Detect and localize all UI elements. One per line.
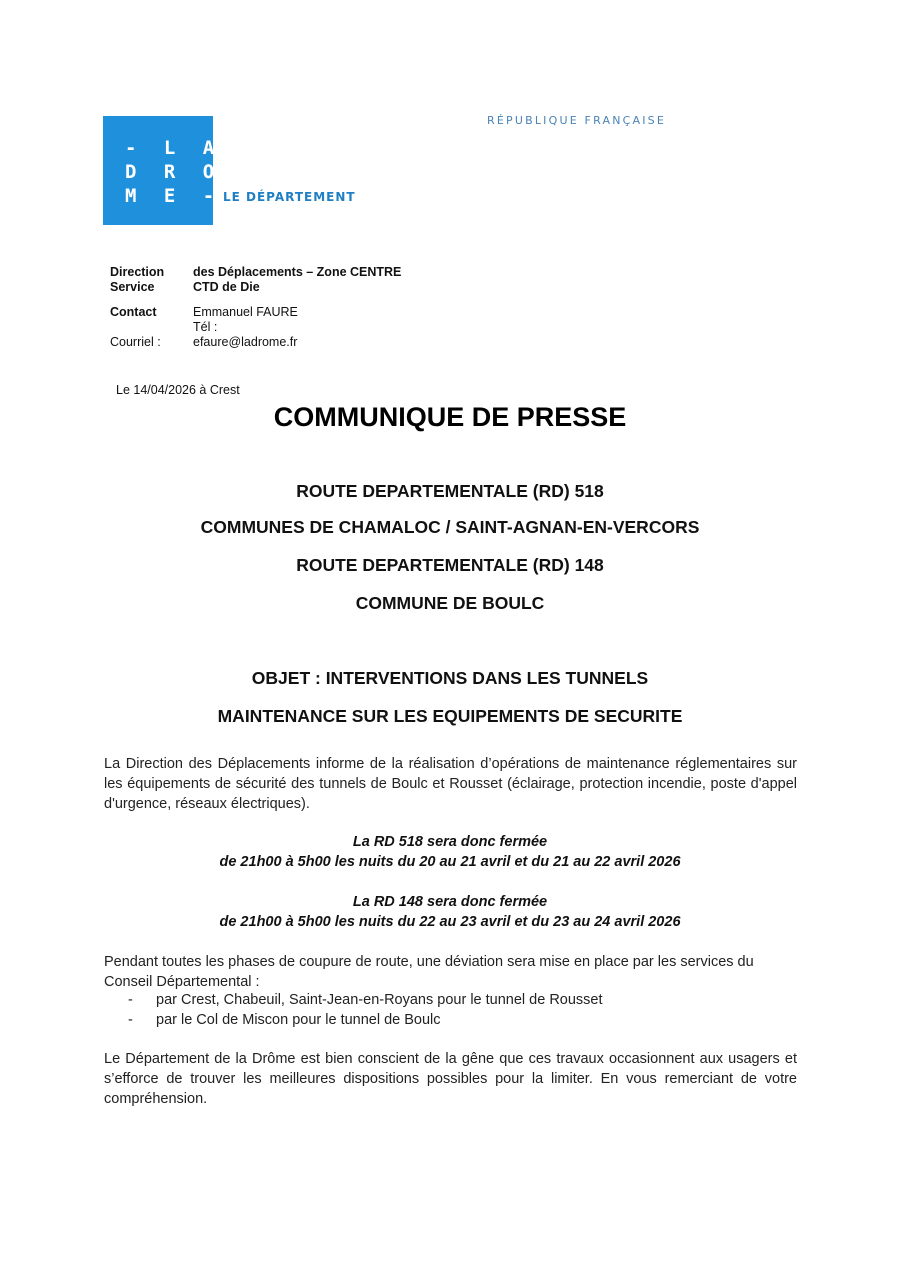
courriel-value[interactable]: efaure@ladrome.fr xyxy=(193,335,298,349)
tel-value: Tél : xyxy=(193,320,218,334)
heading-rd148: ROUTE DEPARTEMENTALE (RD) 148 xyxy=(296,555,604,575)
object-line-2: MAINTENANCE SUR LES EQUIPEMENTS DE SECURITE xyxy=(217,706,683,726)
service-value: CTD de Die xyxy=(193,280,260,294)
bullet-dash: - xyxy=(128,1012,133,1028)
closing-paragraph: Le Département de la Drôme est bien conscient de la gêne que ces travaux occasionnent aux usagers et s’efforce de trouver les meilleures dispositions possibles pour la limiter. En vous remerciant de votre compréhension. xyxy=(104,1051,797,1107)
direction-value: des Déplacements – Zone CENTRE xyxy=(193,265,402,279)
contact-row xyxy=(110,305,401,320)
department-label: LE DÉPARTEMENT xyxy=(223,190,356,204)
contact-label: Contact xyxy=(110,305,157,319)
logo-line-2: D R O xyxy=(125,161,223,183)
closure-rd148 xyxy=(0,892,900,932)
date-line: Le 14/04/2026 à Crest xyxy=(116,383,240,397)
intro-paragraph: La Direction des Déplacements informe de la réalisation d’opérations de maintenance réglementaires sur les équipements de sécurité des tunnels de Boulc et Rousset (éclairage, protection incendie, poste d'appel d'urgence, réseaux électriques). xyxy=(104,756,797,812)
ladrome-logo xyxy=(103,116,223,225)
deviation-intro: Pendant toutes les phases de coupure de route, une déviation sera mise en place par les services du Conseil Départemental : xyxy=(104,954,754,990)
deviation-boulc: par le Col de Miscon pour le tunnel de Boulc xyxy=(156,1012,441,1028)
republic-label: RÉPUBLIQUE FRANÇAISE xyxy=(487,114,667,127)
service-row xyxy=(110,280,401,295)
direction-row xyxy=(110,265,401,280)
deviation-list xyxy=(128,990,603,1030)
heading-commune-boulc: COMMUNE DE BOULC xyxy=(355,593,545,613)
closure-rd518-line2: de 21h00 à 5h00 les nuits du 20 au 21 avril et du 21 au 22 avril 2026 xyxy=(219,854,681,870)
closure-rd148-line2: de 21h00 à 5h00 les nuits du 22 au 23 avril et du 23 au 24 avril 2026 xyxy=(219,914,681,930)
tel-row xyxy=(110,320,401,335)
heading-rd518: ROUTE DEPARTEMENTALE (RD) 518 xyxy=(296,481,604,501)
closure-rd148-line1: La RD 148 sera donc fermée xyxy=(352,894,548,910)
deviation-rousset: par Crest, Chabeuil, Saint-Jean-en-Royans pour le tunnel de Rousset xyxy=(156,992,603,1008)
contact-value: Emmanuel FAURE xyxy=(193,305,298,319)
object-line-1: OBJET : INTERVENTIONS DANS LES TUNNELS xyxy=(251,668,649,688)
heading-communes-chamaloc: COMMUNES DE CHAMALOC / SAINT-AGNAN-EN-VERCORS xyxy=(200,517,700,537)
service-label: Service xyxy=(110,280,155,294)
list-item xyxy=(128,1010,603,1030)
closure-rd518-line1: La RD 518 sera donc fermée xyxy=(352,834,548,850)
page-title: COMMUNIQUE DE PRESSE xyxy=(273,402,627,432)
list-item xyxy=(128,990,603,1010)
logo-line-3: M E - xyxy=(125,185,223,207)
courriel-row xyxy=(110,335,401,350)
courriel-label: Courriel : xyxy=(110,335,161,349)
direction-label: Direction xyxy=(110,265,165,279)
logo-line-1: - L A xyxy=(125,137,223,159)
contact-info xyxy=(110,265,401,350)
bullet-dash: - xyxy=(128,992,133,1008)
closure-rd518 xyxy=(0,832,900,872)
